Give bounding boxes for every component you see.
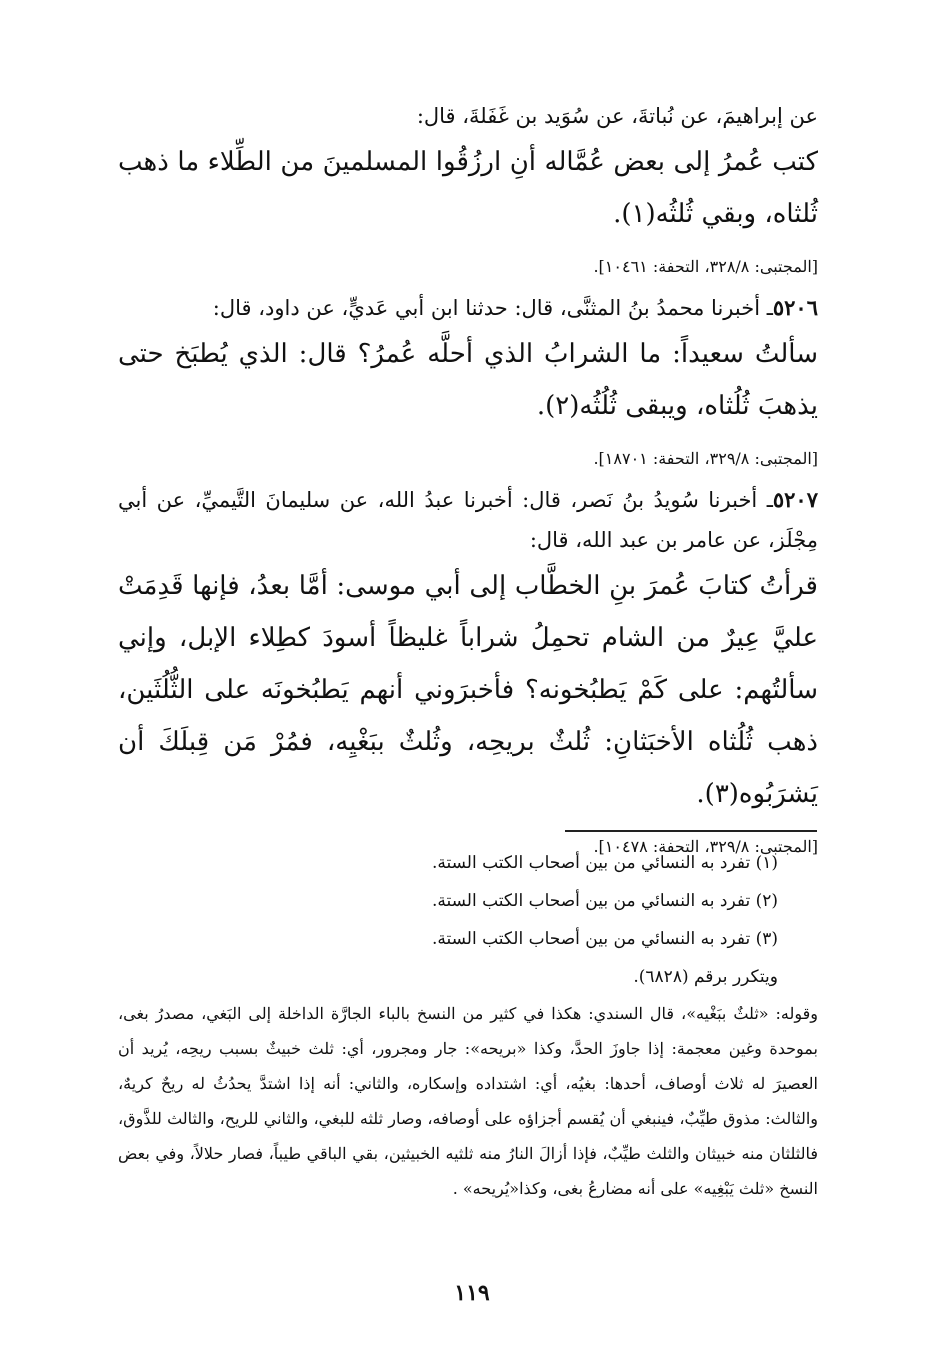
footnote-separator (565, 830, 817, 832)
hadith-5207-isnad (118, 480, 818, 560)
footnote-3-sindi-commentary: وقوله: «ثلثٌ ببَغْيه»، قال السندي: هكذا في كثير من النسخ بالباء الجارَّة الداخلة إلى البَغي، مصدرُ بغى، بموحدة وغين معجمة: إذا جاوزَ الحدَّ، وكذا «بريحه»: جار ومجرور، أي: ثلث خبيثٌ بسبب ريحِه، يُريد أن العصيرَ له ثلاث أوصاف، أحدها: بغيُه، أي: اشتداده وإسكاره، والثاني: أنه إذا اشتدَّ يحدُثُ له ريحٌ كريهٌ، والثالث: مذوق طيِّبٌ، فينبغي أن يُقسم أجزاؤه على أوصافه، وصار ثلثه للبغي، والثاني للريح، والثالث للذَّوق، فالثلثان منه خبيثان والثلث طيِّبٌ، فإذا أزالَ النارُ منه ثلثيه الخبيثين، بقي الباقي طيباً، فصار حلالاً، وفي بعض النسخ «ثلث يَبْغِيه» على أنه مضارعُ بغى، وكذا«يُريحه» . (118, 1004, 818, 1198)
hadith-5205-reference: [المجتبى: ٣٢٨/٨، التحفة: ١٠٤٦١]. (593, 257, 818, 276)
hadith-5206-isnad (118, 288, 818, 328)
hadith-5207-text: قرأتُ كتابَ عُمرَ بنِ الخطَّاب إلى أبي موسى: أمَّا بعدُ، فإنها قَدِمَتْ عليَّ عِيرٌ من الشام تحمِلُ شراباً غليظاً أسودَ كطِلاء الإبل، وإني سألتُهم: على كَمْ يَطبُخونه؟ فأخبرَوني أنهم يَطبُخونَه على الثُّلُثَين، ذهب ثُلُثاه الأخبَثانِ: ثُلثٌ بريحِه، وثُلثٌ ببَغْيِه، فمُرْ مَن قِبلَكَ أن يَشرَبُوه(٣). (118, 571, 818, 809)
hadith-5206-reference: [المجتبى: ٣٢٩/٨، التحفة: ١٨٧٠١]. (593, 449, 818, 468)
hadith-number: ٥٢٠٧ (772, 487, 818, 512)
intro-isnad: عن إبراهيمَ، عن نُباتةَ، عن سُوَيد بن غَفَلةَ، قال: (416, 104, 818, 128)
page-number: ١١٩ (454, 1280, 490, 1306)
footnote-1: (١) تفرد به النسائي من بين أصحاب الكتب الستة. (431, 853, 778, 873)
hadith-5207-reference: [المجتبى: ٣٢٩/٨، التحفة: ١٠٤٧٨]. (593, 837, 818, 856)
main-text (118, 96, 818, 868)
hadith-5206-text: سألتُ سعيداً: ما الشرابُ الذي أحلَّه عُمرُ؟ قال: الذي يُطبَخ حتى يذهبَ ثُلُثاه، ويبقى ثُلُثُه(٢). (118, 339, 818, 421)
footnote-3-repeat: ويتكرر برقم (٦٨٢٨). (633, 967, 778, 987)
isnad-text: ـ أخبرنا محمدُ بنُ المثنَّى، قال: حدثنا ابن أبي عَديٍّ، عن داود، قال: (212, 296, 773, 320)
footnote-2: (٢) تفرد به النسائي من بين أصحاب الكتب الستة. (431, 891, 778, 911)
hadith-5205-text: كتب عُمرُ إلى بعض عُمَّاله أنِ ارزُقُوا المسلمينَ من الطِّلاء ما ذهب ثُلثاه، وبقي ثُلثُه(١). (118, 147, 818, 229)
isnad-text: ـ أخبرنا سُويدُ بنُ نَصر، قال: أخبرنا عبدُ الله، عن سليمانَ التَّيميِّ، عن أبي مِجْلَز، عن عامر بن عبد الله، قال: (118, 488, 818, 552)
footnote-3: (٣) تفرد به النسائي من بين أصحاب الكتب الستة. (431, 929, 778, 949)
hadith-number: ٥٢٠٦ (772, 295, 818, 320)
footnotes (118, 844, 818, 1206)
